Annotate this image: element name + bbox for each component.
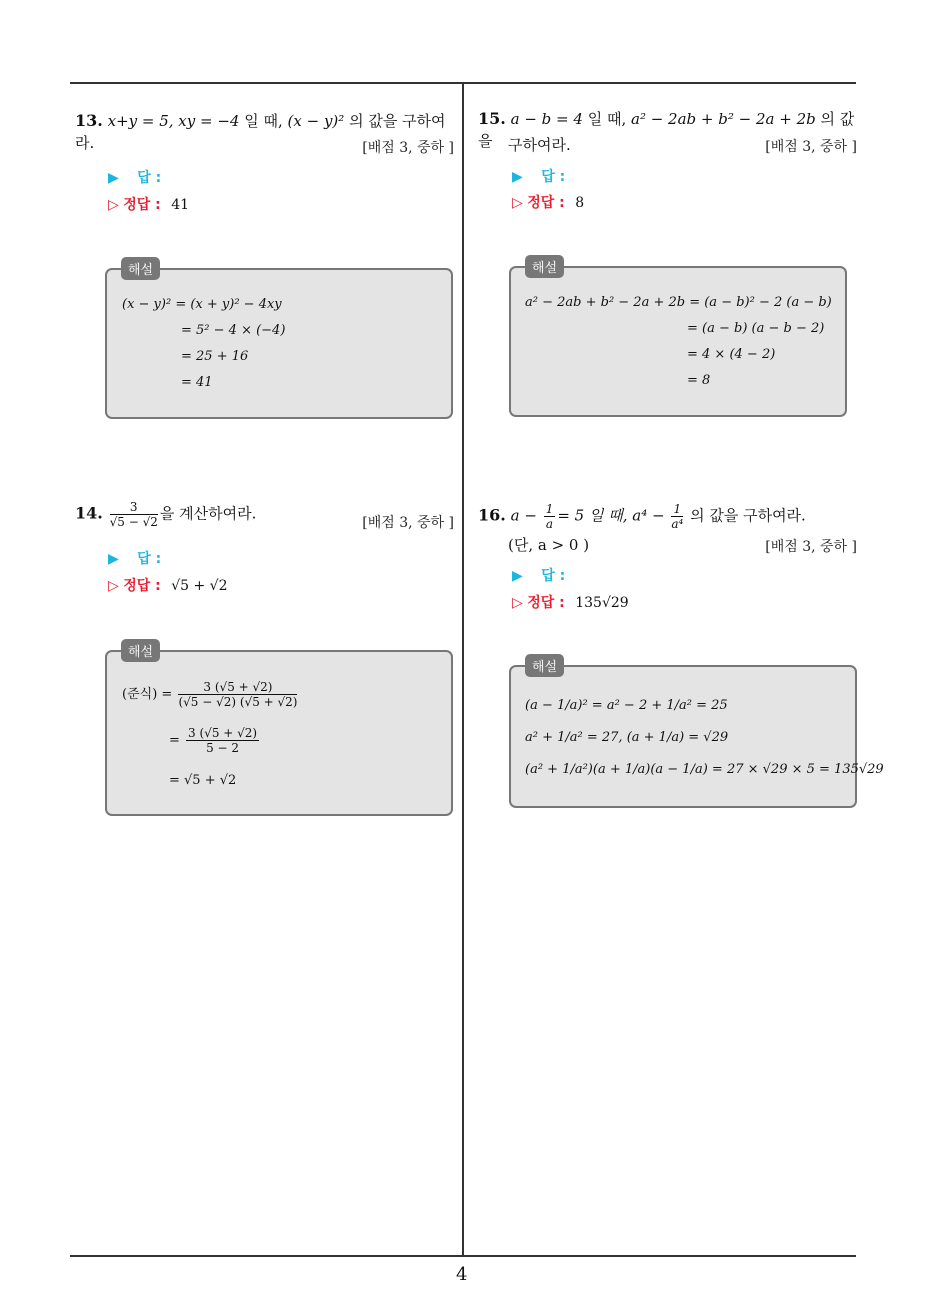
question-16: [478, 502, 863, 531]
question-text: 을 계산하여라.: [159, 504, 257, 523]
solution-lhs: (준식) =: [122, 687, 173, 702]
question-math: (x − y)²: [287, 112, 345, 130]
solution-line: = 41: [181, 375, 213, 390]
answer-row: [108, 548, 161, 568]
play-icon: ▶: [108, 551, 119, 567]
solution-line: = 5² − 4 × (−4): [181, 323, 286, 338]
question-number: 14.: [75, 503, 103, 523]
fraction-numerator: 3: [110, 500, 158, 515]
correct-answer-row: [512, 192, 584, 212]
solution-line: = 25 + 16: [181, 349, 249, 364]
fraction-denominator: (√5 − √2) (√5 + √2): [178, 695, 298, 709]
fraction-denominator: 5 − 2: [206, 741, 240, 755]
grade-label: [배점 3, 중하 ]: [362, 515, 454, 531]
question-text: 의 값을 구하여라.: [75, 112, 446, 152]
solution-line: = 4 × (4 − 2): [687, 347, 776, 362]
correct-answer-row: [512, 592, 629, 612]
correct-value: 8: [575, 195, 585, 211]
answer-label: 답 :: [541, 169, 566, 185]
correct-label: 정답 :: [527, 195, 565, 211]
answer-row: [512, 565, 565, 585]
correct-answer-row: [108, 575, 228, 595]
correct-label: 정답 :: [123, 197, 161, 213]
solution-line: [122, 680, 299, 709]
fraction-denominator: a⁴: [671, 517, 684, 531]
fraction-denominator: √5 − √2: [109, 515, 158, 529]
solution-line: = $\frac{3 (√5 + √2)}{5 - 2}$: [169, 726, 258, 755]
solution-line: (a² + 1/a²)(a + 1/a)(a − 1/a) = 27 × √29 × 5 = 135√29: [525, 762, 884, 777]
question-math: a −: [510, 506, 537, 525]
correct-label: 정답 :: [123, 578, 161, 594]
question-number: 15.: [478, 109, 506, 128]
question-number: 13.: [75, 111, 103, 130]
solution-box: [105, 645, 453, 816]
grade-label: [배점 3, 중하 ]: [362, 140, 454, 156]
solution-line: = 8: [687, 373, 711, 388]
fraction-numerator: 3 (√5 + √2): [188, 726, 258, 740]
play-outline-icon: ▷: [108, 197, 119, 213]
solution-line: (x − y)² = (x + y)² − 4xy: [122, 297, 282, 312]
correct-value: 41: [171, 197, 190, 213]
question-math: x+y = 5, xy = −4: [107, 112, 240, 130]
solution-box: [509, 261, 847, 417]
question-math: = 5 일 때, a⁴ −: [557, 506, 665, 525]
question-fraction: [110, 500, 158, 529]
grade-label: [배점 3, 중하 ]: [765, 539, 857, 555]
answer-label: 답 :: [137, 170, 162, 186]
play-outline-icon: ▷: [512, 595, 523, 611]
solution-line: = (a − b) (a − b − 2): [687, 321, 825, 336]
question-math: a − b = 4: [510, 110, 583, 128]
grade-label: [배점 3, 중하 ]: [765, 139, 857, 155]
play-icon: ▶: [512, 568, 523, 584]
page-number: 4: [456, 1264, 468, 1285]
question-text: 구하여라.: [508, 136, 571, 154]
correct-value: √5 + √2: [171, 578, 228, 594]
question-condition: (단, a > 0 ): [508, 536, 590, 554]
correct-value: 135√29: [575, 595, 629, 611]
answer-label: 답 :: [541, 568, 566, 584]
question-14: [75, 500, 375, 529]
explanation-tag: 해설: [121, 257, 160, 280]
play-outline-icon: ▷: [512, 195, 523, 211]
bottom-rule: [70, 1255, 856, 1257]
solution-fraction: [178, 680, 297, 709]
solution-box: [105, 263, 453, 419]
correct-label: 정답 :: [527, 595, 565, 611]
question-fraction: [544, 502, 556, 531]
answer-label: 답 :: [137, 551, 162, 567]
question-text: 일 때,: [239, 112, 288, 130]
answer-row: [108, 167, 161, 187]
explanation-tag: 해설: [525, 654, 564, 677]
question-number: 16.: [478, 505, 506, 525]
solution-box: [509, 660, 884, 808]
fraction-numerator: 3 (√5 + √2): [178, 680, 297, 695]
solution-line: a² + 1/a² = 27, (a + 1/a) = √29: [525, 730, 729, 745]
correct-answer-row: [108, 194, 189, 214]
solution-fraction: [186, 726, 259, 755]
fraction-numerator: 1: [671, 502, 683, 517]
explanation-tag: 해설: [525, 255, 564, 278]
play-outline-icon: ▷: [108, 578, 119, 594]
question-text: 의 값을 구하여라.: [685, 506, 806, 525]
question-fraction: [671, 502, 683, 531]
answer-row: [512, 166, 565, 186]
solution-line: = √5 + √2: [169, 773, 237, 788]
play-icon: ▶: [512, 169, 523, 185]
solution-line: (a − 1/a)² = a² − 2 + 1/a² = 25: [525, 698, 728, 713]
fraction-denominator: a: [545, 517, 554, 531]
question-text: 의 값을: [478, 110, 855, 150]
play-icon: ▶: [108, 170, 119, 186]
fraction-numerator: 1: [545, 502, 554, 516]
solution-line: a² − 2ab + b² − 2a + 2b = (a − b)² − 2 (a − b): [525, 295, 832, 310]
explanation-tag: 해설: [121, 639, 160, 662]
question-math: a² − 2ab + b² − 2a + 2b: [631, 110, 816, 128]
question-text: 일 때,: [582, 110, 631, 128]
column-divider: [462, 84, 464, 1256]
